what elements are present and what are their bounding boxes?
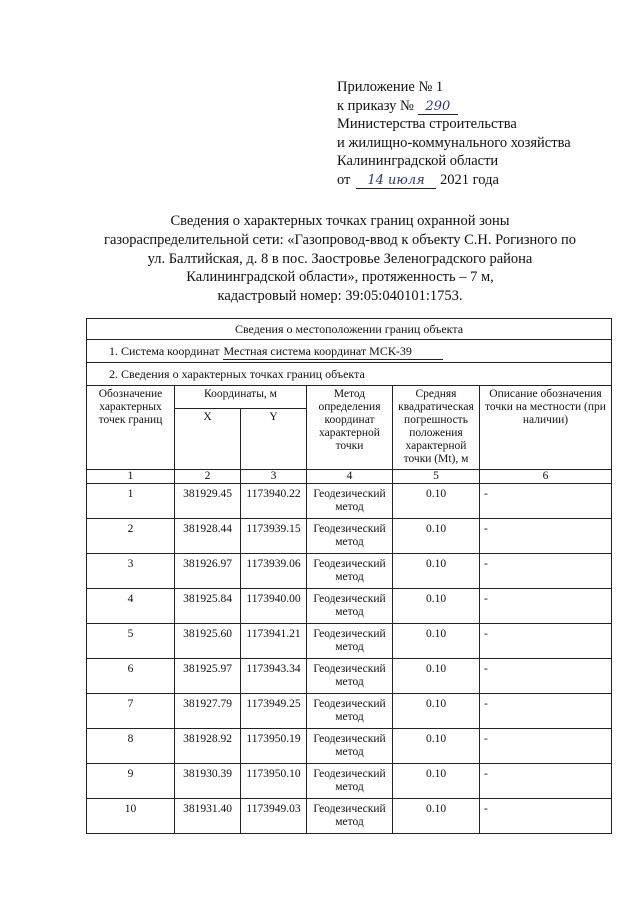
y-coordinate: 1173940.22 bbox=[241, 484, 307, 519]
accuracy-cell: 0.10 bbox=[393, 764, 480, 799]
description-cell: - bbox=[480, 484, 612, 519]
column-number: 6 bbox=[480, 470, 612, 484]
table-body bbox=[87, 484, 612, 834]
method-cell: Геодезический метод bbox=[307, 694, 393, 729]
region-line: Калининградской области bbox=[337, 153, 499, 170]
table-row bbox=[87, 694, 612, 729]
x-coordinate: 381925.60 bbox=[175, 624, 241, 659]
column-number: 1 bbox=[87, 470, 175, 484]
description-cell: - bbox=[480, 659, 612, 694]
table-row bbox=[87, 554, 612, 589]
ministry-line-1: Министерства строительства bbox=[337, 116, 517, 133]
point-number: 8 bbox=[87, 729, 175, 764]
header-designation: Обозначение характерных точек границ bbox=[87, 386, 175, 470]
accuracy-cell: 0.10 bbox=[393, 659, 480, 694]
document-title bbox=[60, 212, 620, 306]
point-number: 2 bbox=[87, 519, 175, 554]
appendix-number: Приложение № 1 bbox=[337, 79, 444, 95]
point-number: 6 bbox=[87, 659, 175, 694]
order-number-handwritten: 290 bbox=[418, 99, 458, 115]
coordinate-system-value: Местная система координат МСК-39 bbox=[223, 343, 443, 360]
title-line: Калининградской области», протяженность – 7 м, bbox=[186, 269, 494, 286]
accuracy-cell: 0.10 bbox=[393, 799, 480, 834]
table-row bbox=[87, 764, 612, 799]
appendix-header bbox=[337, 78, 627, 190]
method-cell: Геодезический метод bbox=[307, 519, 393, 554]
y-coordinate: 1173950.19 bbox=[241, 729, 307, 764]
y-coordinate: 1173941.21 bbox=[241, 624, 307, 659]
order-number-line bbox=[337, 97, 627, 116]
title-line: газораспределительной сети: «Газопровод-ввод к объекту С.Н. Рогизного по bbox=[104, 231, 576, 248]
x-coordinate: 381928.92 bbox=[175, 729, 241, 764]
accuracy-cell: 0.10 bbox=[393, 519, 480, 554]
coordinate-system-row bbox=[87, 340, 612, 363]
column-number: 5 bbox=[393, 470, 480, 484]
y-coordinate: 1173939.15 bbox=[241, 519, 307, 554]
header-description: Описание обозначения точки на местности (при наличии) bbox=[480, 386, 612, 470]
method-cell: Геодезический метод bbox=[307, 764, 393, 799]
x-coordinate: 381928.44 bbox=[175, 519, 241, 554]
table-row bbox=[87, 589, 612, 624]
x-coordinate: 381925.97 bbox=[175, 659, 241, 694]
column-number: 2 bbox=[175, 470, 241, 484]
ministry-line-2: и жилищно-коммунального хозяйства bbox=[337, 134, 571, 151]
header-coordinates: Координаты, м bbox=[175, 386, 307, 409]
column-number: 4 bbox=[307, 470, 393, 484]
x-coordinate: 381930.39 bbox=[175, 764, 241, 799]
method-cell: Геодезический метод bbox=[307, 659, 393, 694]
y-coordinate: 1173940.00 bbox=[241, 589, 307, 624]
x-coordinate: 381929.45 bbox=[175, 484, 241, 519]
description-cell: - bbox=[480, 589, 612, 624]
method-cell: Геодезический метод bbox=[307, 624, 393, 659]
x-coordinate: 381925.84 bbox=[175, 589, 241, 624]
point-number: 3 bbox=[87, 554, 175, 589]
point-number: 7 bbox=[87, 694, 175, 729]
point-number: 1 bbox=[87, 484, 175, 519]
table-row bbox=[87, 484, 612, 519]
point-number: 10 bbox=[87, 799, 175, 834]
method-cell: Геодезический метод bbox=[307, 589, 393, 624]
method-cell: Геодезический метод bbox=[307, 799, 393, 834]
column-number: 3 bbox=[241, 470, 307, 484]
point-number: 9 bbox=[87, 764, 175, 799]
accuracy-cell: 0.10 bbox=[393, 589, 480, 624]
header-accuracy: Средняя квадратическая погрешность положения характерной точки (Mt), м bbox=[393, 386, 480, 470]
x-coordinate: 381931.40 bbox=[175, 799, 241, 834]
accuracy-cell: 0.10 bbox=[393, 624, 480, 659]
date-suffix: 2021 года bbox=[440, 171, 499, 188]
table-row bbox=[87, 624, 612, 659]
x-coordinate: 381927.79 bbox=[175, 694, 241, 729]
order-date-line bbox=[337, 171, 627, 190]
order-prefix: к приказу № bbox=[337, 97, 414, 114]
point-number: 5 bbox=[87, 624, 175, 659]
x-coordinate: 381926.97 bbox=[175, 554, 241, 589]
title-line: Сведения о характерных точках границ охранной зоны bbox=[170, 213, 510, 229]
header-y: Y bbox=[241, 409, 307, 470]
table-row bbox=[87, 799, 612, 834]
header-x: X bbox=[175, 409, 241, 470]
y-coordinate: 1173943.34 bbox=[241, 659, 307, 694]
date-prefix: от bbox=[337, 171, 351, 188]
point-number: 4 bbox=[87, 589, 175, 624]
coordinate-system-label: 1. Система координат bbox=[109, 344, 220, 358]
method-cell: Геодезический метод bbox=[307, 554, 393, 589]
accuracy-cell: 0.10 bbox=[393, 554, 480, 589]
description-cell: - bbox=[480, 554, 612, 589]
y-coordinate: 1173949.25 bbox=[241, 694, 307, 729]
description-cell: - bbox=[480, 764, 612, 799]
description-cell: - bbox=[480, 624, 612, 659]
description-cell: - bbox=[480, 799, 612, 834]
table-row bbox=[87, 659, 612, 694]
title-line: кадастровый номер: 39:05:040101:1753. bbox=[217, 288, 463, 305]
accuracy-cell: 0.10 bbox=[393, 484, 480, 519]
header-method: Метод определения координат характерной точки bbox=[307, 386, 393, 470]
description-cell: - bbox=[480, 519, 612, 554]
y-coordinate: 1173939.06 bbox=[241, 554, 307, 589]
boundary-points-table bbox=[86, 318, 612, 834]
accuracy-cell: 0.10 bbox=[393, 729, 480, 764]
y-coordinate: 1173949.03 bbox=[241, 799, 307, 834]
method-cell: Геодезический метод bbox=[307, 729, 393, 764]
section-header: Сведения о местоположении границ объекта bbox=[87, 319, 612, 340]
title-line: ул. Балтийская, д. 8 в пос. Заостровье Зеленоградского района bbox=[147, 250, 533, 267]
points-section-label: 2. Сведения о характерных точках границ объекта bbox=[87, 363, 612, 386]
table-row bbox=[87, 729, 612, 764]
accuracy-cell: 0.10 bbox=[393, 694, 480, 729]
description-cell: - bbox=[480, 729, 612, 764]
method-cell: Геодезический метод bbox=[307, 484, 393, 519]
y-coordinate: 1173950.10 bbox=[241, 764, 307, 799]
description-cell: - bbox=[480, 694, 612, 729]
order-date-handwritten: 14 июля bbox=[356, 173, 436, 189]
table-row bbox=[87, 519, 612, 554]
